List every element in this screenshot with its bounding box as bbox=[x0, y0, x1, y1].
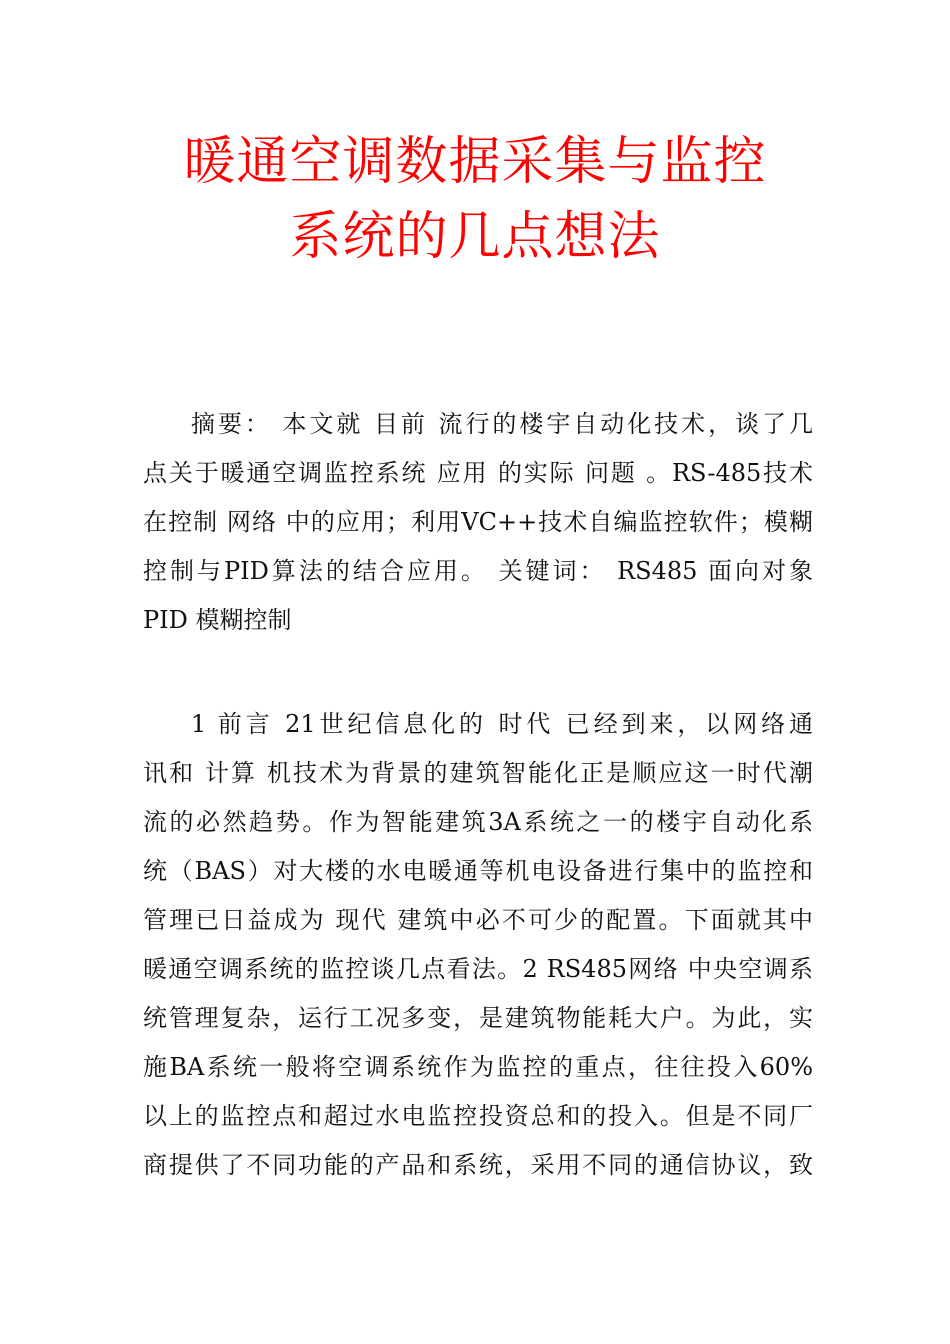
abstract-paragraph bbox=[143, 400, 813, 645]
intro-paragraph bbox=[143, 700, 813, 1190]
intro-line: 以上的监控点和超过水电监控投资总和的投入。但是不同厂 bbox=[143, 1102, 813, 1130]
intro-line: 讯和 计算 机技术为背景的建筑智能化正是顺应这一时代潮 bbox=[143, 759, 813, 787]
intro-line: 商提供了不同功能的产品和系统，采用不同的通信协议，致 bbox=[143, 1151, 813, 1179]
intro-line: 统（BAS）对大楼的水电暖通等机电设备进行集中的监控和 bbox=[143, 857, 813, 885]
abstract-line: 在控制 网络 中的应用；利用VC++技术自编监控软件；模糊 bbox=[143, 508, 813, 536]
title-line-1: 暖通空调数据采集与监控 bbox=[183, 132, 767, 192]
intro-line: 1 前言 21世纪信息化的 时代 已经到来，以网络通 bbox=[191, 710, 813, 738]
title-line-2: 系统的几点想法 bbox=[289, 207, 661, 267]
abstract-line: 摘要： 本文就 目前 流行的楼宇自动化技术，谈了几 bbox=[191, 410, 813, 438]
intro-line: 暖通空调系统的监控谈几点看法。2 RS485网络 中央空调系 bbox=[143, 955, 813, 983]
abstract-line: 点关于暖通空调监控系统 应用 的实际 问题 。RS-485技术 bbox=[143, 459, 813, 487]
abstract-line: 控制与PID算法的结合应用。 关键词： RS485 面向对象 bbox=[143, 557, 813, 585]
intro-line: 管理已日益成为 现代 建筑中必不可少的配置。下面就其中 bbox=[143, 906, 813, 934]
intro-line: 流的必然趋势。作为智能建筑3A系统之一的楼宇自动化系 bbox=[143, 808, 813, 836]
intro-line: 统管理复杂，运行工况多变，是建筑物能耗大户。为此，实 bbox=[143, 1004, 813, 1032]
intro-line: 施BA系统一般将空调系统作为监控的重点，往往投入60% bbox=[143, 1053, 813, 1081]
abstract-line: PID 模糊控制 bbox=[143, 606, 292, 634]
